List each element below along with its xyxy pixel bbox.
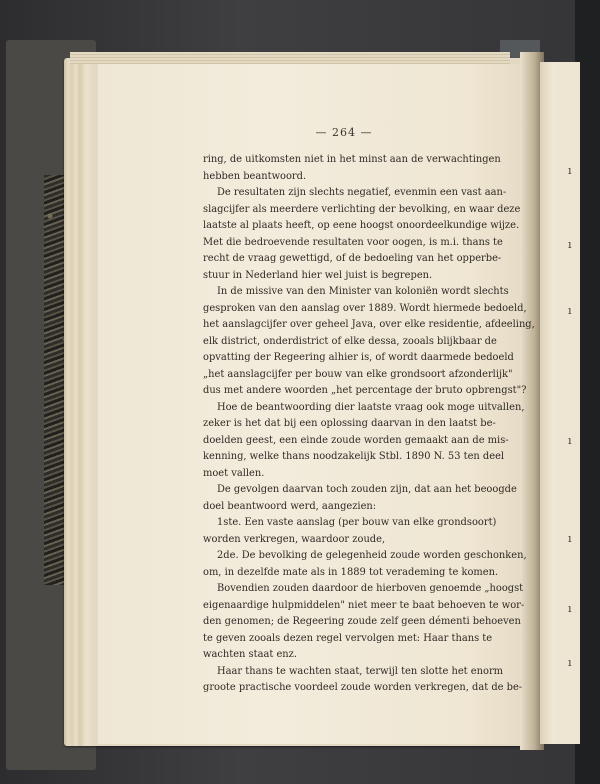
- facing-page-glyph: ı: [568, 602, 572, 615]
- text-line: wachten staat enz.: [203, 649, 298, 660]
- text-line: het aanslagcijfer over geheel Java, over elke residentie, afdeeling,: [203, 319, 535, 330]
- text-line: 2de. De bevolking de gelegenheid zoude worden geschonken,: [217, 550, 527, 561]
- text-line: 1ste. Een vaste aanslag (per bouw van elke grondsoort): [217, 517, 497, 528]
- text-line: om, in dezelfde mate als in 1889 tot verademing te komen.: [203, 566, 499, 578]
- facing-page-glyph: ı: [568, 304, 572, 317]
- text-line: doelden geest, een einde zoude worden gemaakt aan de mis-: [203, 434, 509, 446]
- text-line: eigenaardige hulpmiddelen" niet meer te baat behoeven te wor-: [203, 599, 525, 611]
- text-line: moet vallen.: [203, 467, 265, 479]
- text-line: slagcijfer als meerdere verlichting der bevolking, en waar deze: [203, 203, 521, 215]
- facing-page-glyph: ı: [568, 434, 572, 447]
- text-line: ring, de uitkomsten niet in het minst aan de verwachtingen: [203, 154, 501, 165]
- page-number: — 264 —: [315, 126, 373, 139]
- text-line: „het aanslagcijfer per bouw van elke grondsoort afzonderlijk": [203, 368, 513, 380]
- text-line: dus met andere woorden „het percentage der bruto opbrengst"?: [203, 385, 527, 396]
- text-line: den genomen; de Regeering zoude zelf geen démenti behoeven: [203, 616, 521, 627]
- text-line: worden verkregen, waardoor zoude,: [203, 533, 386, 545]
- text-line: Hoe de beantwoording dier laatste vraag ook moge uitvallen,: [217, 401, 525, 413]
- text-line: opvatting der Regeering alhier is, of wordt daarmede bedoeld: [203, 352, 514, 363]
- text-line: De resultaten zijn slechts negatief, evenmin een vast aan-: [217, 187, 507, 198]
- text-line: Haar thans te wachten staat, terwijl ten slotte het enorm: [217, 665, 504, 677]
- text-line: stuur in Nederland hier wel juist is begrepen.: [203, 269, 433, 281]
- text-line: hebben beantwoord.: [203, 170, 307, 182]
- facing-page-glyph: ı: [568, 532, 572, 545]
- text-line: In de missive van den Minister van koloniën wordt slechts: [217, 286, 509, 297]
- text-line: te geven zooals dezen regel vervolgen met: Haar thans te: [203, 632, 493, 644]
- text-line: Met die bedroevende resultaten voor oogen, is m.i. thans te: [203, 236, 503, 248]
- text-line: recht de vraag gewettigd, of de bedoeling van het opperbe-: [203, 253, 502, 264]
- text-line: doel beantwoord werd, aangezien:: [203, 500, 377, 512]
- text-line: gesproken van den aanslag over 1889. Wordt hiermede bedoeld,: [203, 302, 527, 314]
- text-line: kenning, welke thans noodzakelijk Stbl. 1890 N. 53 ten deel: [203, 451, 505, 462]
- text-line: Bovendien zouden daardoor de hierboven genoemde „hoogst: [217, 583, 524, 594]
- facing-page-glyph: ı: [568, 656, 572, 669]
- facing-page-glyph: ı: [568, 238, 572, 251]
- facing-page-glyph: ı: [568, 164, 572, 177]
- text-line: De gevolgen daarvan toch zouden zijn, dat aan het beoogde: [217, 484, 517, 495]
- text-line: zeker is het dat bij een oplossing daarvan in den laatst be-: [203, 418, 496, 429]
- text-line: groote practische voordeel zoude worden verkregen, dat de be-: [203, 682, 523, 693]
- text-line: elk district, onderdistrict of elke dessa, zooals blijkbaar de: [203, 335, 497, 347]
- text-line: laatste al plaats heeft, op eene hoogst onoordeelkundige wijze.: [203, 220, 520, 231]
